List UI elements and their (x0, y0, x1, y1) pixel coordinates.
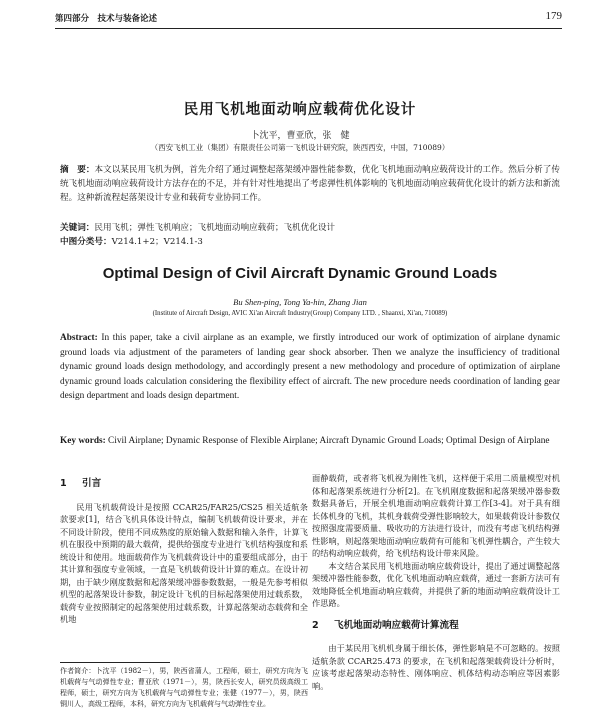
section-1-number: 1 (60, 478, 67, 489)
authors-english: Bu Shen-ping, Tong Ya-hin, Zhang Jian (233, 297, 367, 307)
abstract-chinese-label: 摘 要： (60, 165, 95, 175)
title-chinese: 民用飞机地面动响应载荷优化设计 (183, 102, 417, 118)
section-1-heading (60, 478, 308, 491)
section-2-heading (312, 620, 560, 633)
keywords-chinese (60, 221, 560, 233)
title-english: Optimal Design of Civil Aircraft Dynamic Ground Loads (102, 265, 498, 282)
keywords-english (60, 434, 560, 449)
abstract-english-label: Abstract: (60, 333, 98, 343)
right-column (312, 472, 560, 692)
abstract-chinese (60, 163, 560, 206)
keywords-chinese-label: 关键词： (60, 223, 95, 233)
page-number: 179 (545, 10, 562, 22)
section-2-number: 2 (312, 619, 319, 631)
section-1-paragraph: 民用飞机载荷设计是按照 CCAR25/FAR25/CS25 相关适航条款要求[1]，结合飞机具体设计特点，编制飞机载荷设计要求，并在不同设计阶段，使用不同成熟度的原始输入数据和输入条件，计算飞机在服役中预期的最大载荷，提供给强度专业进行飞机结构强度和系统设计和使用。地面载荷作为飞机载荷设计中的重要组成部分，由于其计算和强度专业领域，一直是飞机载荷设计计算的难点。在设计初期，由于缺少刚度数据和起落架缓冲器参数数据，一般是先参考相似机型的起落架设计参数，制定设计飞机的目标起落架使用过载系数，载荷专业按照制定的起落架使用过载系数，计算起落架动态载荷和全机地 (60, 501, 308, 624)
abstract-english (60, 331, 560, 404)
author-footnote: 作者简介：卜沈平（1982－），男，陕西省蒲人，工程师，硕士，研究方向为飞机载荷与气动弹性专业；曹亚欣（1971－），男，陕西长安人，研究员级高级工程师，硕士，研究方向为飞机载荷与气动弹性专业；张健（1977－），男，陕西铜川人，高级工程师，本科，研究方向为飞机载荷与气动弹性专业。 (60, 667, 308, 708)
keywords-english-text: Civil Airplane; Dynamic Response of Flexible Airplane; Aircraft Dynamic Ground Loads; Optimal Design of Airplane (108, 436, 550, 446)
classification-number (60, 235, 560, 247)
abstract-chinese-text: 本文以某民用飞机为例，首先介绍了通过调整起落架缓冲器性能参数，优化飞机地面动响应载荷设计的工作。然后分析了传统飞机地面动响应载荷设计方法存在的不足，并有针对性地提出了考虑弹性机体影响的飞机地面动响应载荷优化设计的新方法和新流程。这种新流程起落架设计专业和载荷专业协同工作。 (60, 165, 560, 204)
running-head-section: 第四部分 技术与装备论述 (55, 14, 158, 24)
keywords-english-label: Key words: (60, 436, 106, 446)
right-column-paragraph-2: 本文结合某民用飞机地面动响应载荷设计，提出了通过调整起落架缓冲器性能参数，优化飞机地面动响应载荷，通过一套新方法可有效地降低全机地面动响应载荷，并提供了新的地面动响应载荷设计工作思路。 (312, 560, 560, 608)
keywords-chinese-text: 民用飞机；弹性飞机响应；飞机地面动响应载荷；飞机优化设计 (94, 223, 336, 233)
footnote-divider (60, 662, 170, 663)
running-head (55, 10, 562, 29)
abstract-english-text: In this paper, take a civil airplane as an example, we firstly introduced our work of optimization of airplane dynamic ground loads via adjustment of the parameters of landing gear shock absorber. Then we analyze the insufficiency of traditional dynamic ground loads design methodology, and accordingly present a new methodology and procedure of optimization of airplane dynamic ground loads calculation considering the flexibility effect of aircraft. The new procedure needs coordination of landing gear design department and loads design department. (60, 333, 560, 402)
classification-label: 中图分类号： (60, 237, 112, 247)
classification-text: V214.1+2；V214.1-3 (111, 237, 203, 247)
section-1-title: 引言 (82, 478, 102, 489)
right-column-paragraph-1: 面静载荷，或者将飞机视为刚性飞机，这样便于采用二质量模型对机体和起落架系统进行分析[2]。在飞机刚度数据和起落架缓冲器参数数据具备后，开展全机地面动响应载荷计算工作[3-4]。对于具有细长体机身的飞机，其机身载荷受弹性影响较大，如果载荷设计参数仅按照强度需要质量、吸收功的方法进行设计，而没有考虑飞机结构弹性影响，则起落架地面动响应载荷有可能和飞机弹性耦合，产生较大的结构动响应载荷，给飞机结构设计带来风险。 (312, 473, 560, 558)
authors-chinese: 卜沈平，曹亚欣，张 健 (250, 131, 350, 141)
left-column (60, 472, 308, 626)
affiliation-chinese: （西安飞机工业（集团）有限责任公司第一飞机设计研究院，陕西西安，中国，710089） (150, 143, 450, 152)
section-2-title: 飞机地面动响应载荷计算流程 (334, 619, 459, 631)
section-2-paragraph: 由于某民用飞机机身属于细长体，弹性影响是不可忽略的。按照适航条款 CCAR25.473 的要求，在飞机和起落架载荷设计分析时，应该考虑起落架动态特性、刚体响应、机体结构动态响应等因素影响。 (312, 643, 560, 691)
affiliation-english: (Institute of Aircraft Design, AVIC Xi'an Aircraft Industry(Group) Company LTD. , Shaanxi, Xi'an, 710089) (152, 310, 448, 317)
